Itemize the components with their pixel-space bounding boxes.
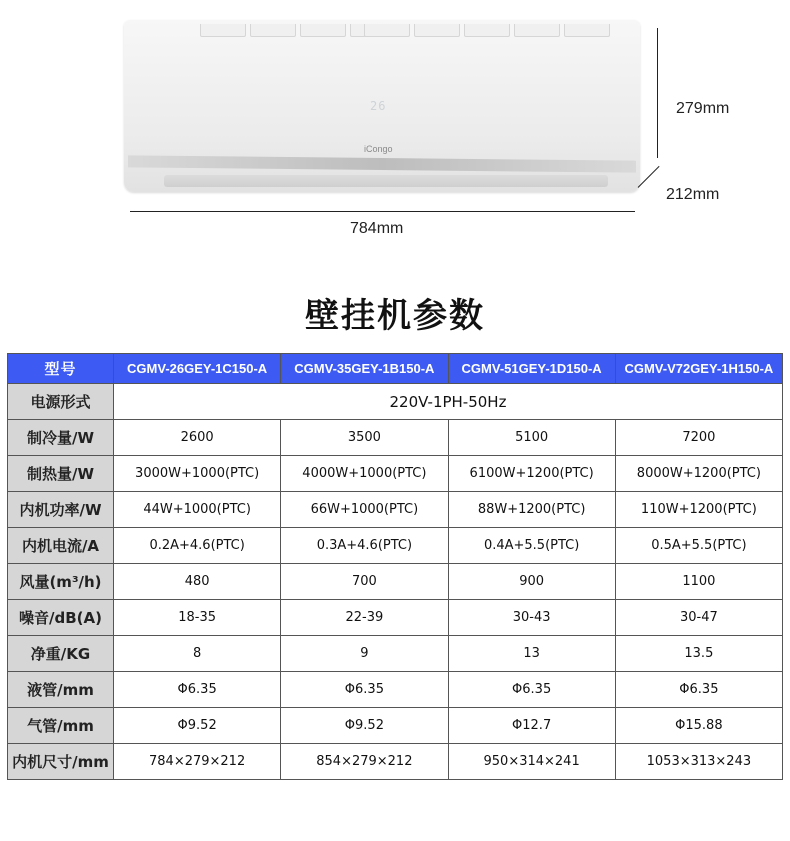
table-cell: 18-35 [114,600,281,636]
row-label: 制热量/W [8,456,114,492]
model-name: CGMV-35GEY-1B150-A [281,354,448,384]
row-label: 制冷量/W [8,420,114,456]
height-dimension-label: 279mm [676,100,730,117]
row-label: 风量(m³/h) [8,564,114,600]
table-cell: Φ9.52 [281,708,448,744]
row-label: 气管/mm [8,708,114,744]
table-cell: Φ6.35 [114,672,281,708]
table-row [8,384,783,420]
brand-logo: iCongo [364,144,393,154]
table-row [8,744,783,780]
table-row [8,456,783,492]
table-cell: 7200 [615,420,782,456]
model-name: CGMV-V72GEY-1H150-A [615,354,782,384]
table-cell: 3000W+1000(PTC) [114,456,281,492]
table-header-row [8,354,783,384]
table-row [8,636,783,672]
depth-dimension-line [638,166,660,188]
row-label: 内机尺寸/mm [8,744,114,780]
table-row [8,600,783,636]
table-cell: 480 [114,564,281,600]
section-title: 壁挂机参数 [305,296,485,336]
air-outlet [164,175,608,187]
table-cell: 0.4A+5.5(PTC) [448,528,615,564]
table-cell: 3500 [281,420,448,456]
table-cell: 6100W+1200(PTC) [448,456,615,492]
power-supply-value: 220V-1PH-50Hz [114,384,783,420]
model-name: CGMV-26GEY-1C150-A [114,354,281,384]
table-cell: 4000W+1000(PTC) [281,456,448,492]
table-cell: 8000W+1200(PTC) [615,456,782,492]
table-row [8,564,783,600]
table-cell: 5100 [448,420,615,456]
depth-dimension-label: 212mm [666,186,720,203]
table-cell: 110W+1200(PTC) [615,492,782,528]
table-row [8,708,783,744]
row-label: 噪音/dB(A) [8,600,114,636]
table-cell: 8 [114,636,281,672]
table-cell: 13 [448,636,615,672]
table-cell: 950×314×241 [448,744,615,780]
table-cell: Φ12.7 [448,708,615,744]
table-cell: 66W+1000(PTC) [281,492,448,528]
width-dimension-label: 784mm [350,220,404,237]
table-row [8,528,783,564]
table-cell: 0.2A+4.6(PTC) [114,528,281,564]
table-cell: Φ6.35 [448,672,615,708]
spec-table [7,353,783,780]
table-cell: 30-43 [448,600,615,636]
table-cell: 0.3A+4.6(PTC) [281,528,448,564]
table-cell: 700 [281,564,448,600]
table-row [8,492,783,528]
row-label: 电源形式 [8,384,114,420]
table-cell: 1053×313×243 [615,744,782,780]
table-cell: 88W+1200(PTC) [448,492,615,528]
top-vent-right [364,24,610,38]
height-dimension-line [657,28,658,158]
table-cell: 0.5A+5.5(PTC) [615,528,782,564]
table-cell: 2600 [114,420,281,456]
temperature-display: 26 [370,99,387,113]
table-cell: 13.5 [615,636,782,672]
table-cell: 1100 [615,564,782,600]
table-cell: Φ9.52 [114,708,281,744]
table-row [8,672,783,708]
row-label: 液管/mm [8,672,114,708]
table-cell: 30-47 [615,600,782,636]
model-header-label: 型号 [8,354,114,384]
model-name: CGMV-51GEY-1D150-A [448,354,615,384]
table-cell: Φ6.35 [615,672,782,708]
wall-mounted-ac-unit [124,20,640,192]
product-illustration [0,0,790,260]
table-cell: 784×279×212 [114,744,281,780]
width-dimension-line [130,211,635,212]
table-cell: 854×279×212 [281,744,448,780]
decorative-stripe [128,155,636,172]
table-row [8,420,783,456]
table-cell: 44W+1000(PTC) [114,492,281,528]
table-cell: 22-39 [281,600,448,636]
row-label: 净重/KG [8,636,114,672]
table-cell: Φ6.35 [281,672,448,708]
table-cell: 9 [281,636,448,672]
row-label: 内机电流/A [8,528,114,564]
table-cell: 900 [448,564,615,600]
table-cell: Φ15.88 [615,708,782,744]
row-label: 内机功率/W [8,492,114,528]
